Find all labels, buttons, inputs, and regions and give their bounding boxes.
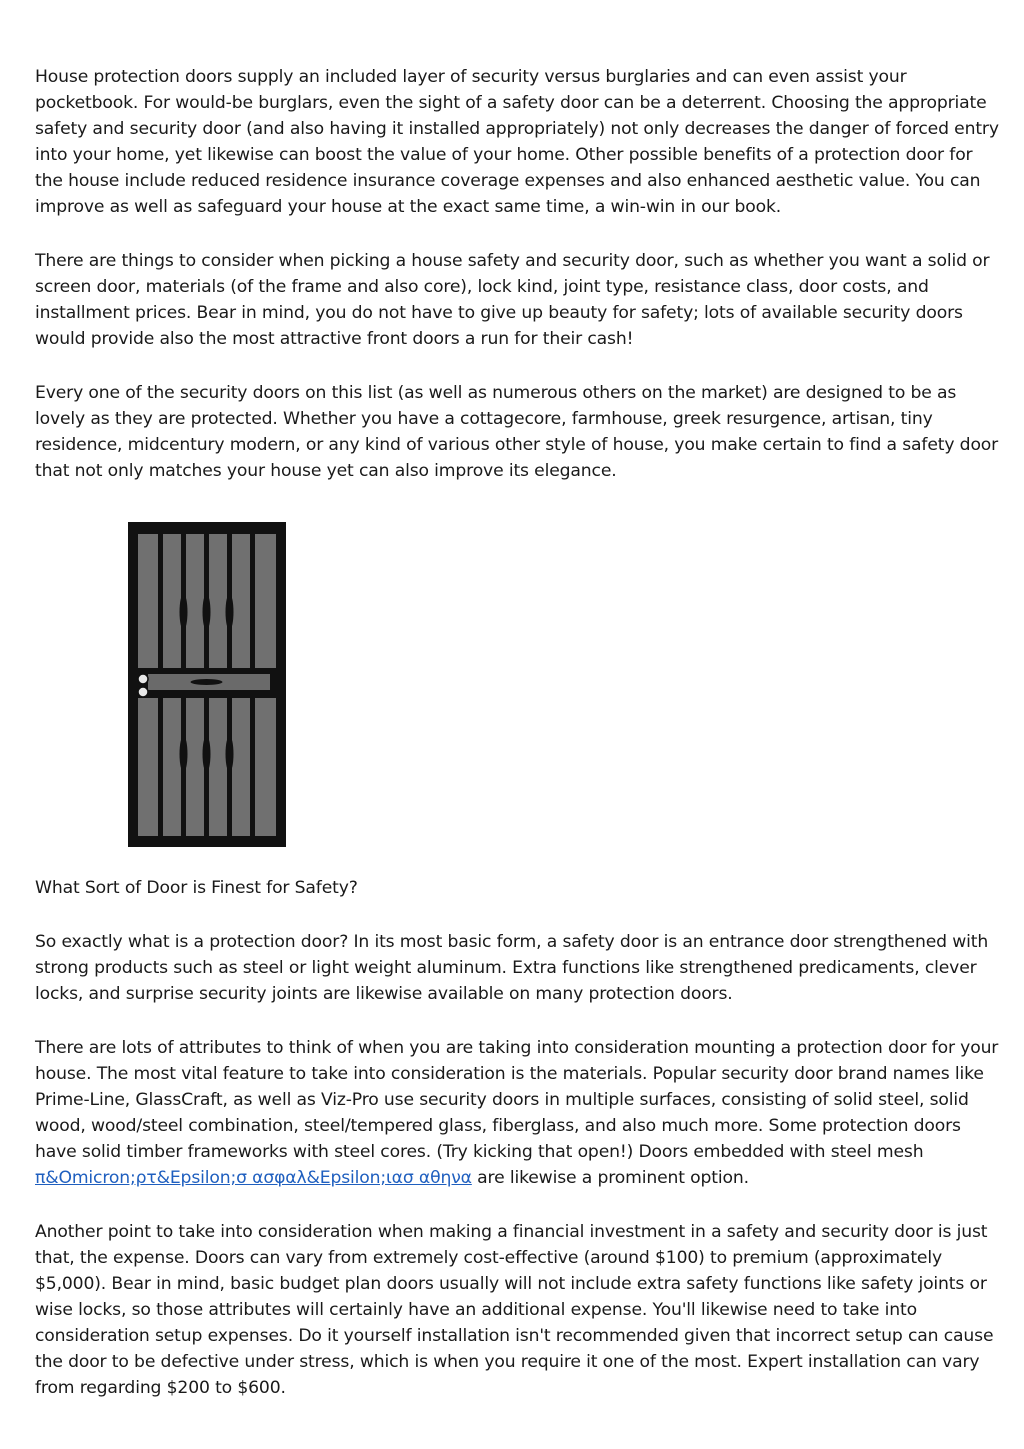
paragraph-materials-tail: are likewise a prominent option. [471, 1168, 749, 1188]
paragraph-intro: House protection doors supply an included layer of security versus burglaries and can even assist your pocketbook. For would-be burglars, even the sight of a safety door can be a deterrent. Choosing the appropriate safety and security door (and also having it installed appropriately) not only decreases the danger of forced entry into your home, yet likewise can boost the value of your home. Other possible benefits of a protection door for the house include reduced residence insurance coverage expenses and also enhanced aesthetic value. You can improve as well as safeguard your house at the exact same time, a win-win in our book. [35, 67, 999, 217]
paragraph-considerations: There are things to consider when picking a house safety and security door, such as whether you want a solid or screen door, materials (of the frame and also core), lock kind, joint type, resistance class, door costs, and installment prices. Bear in mind, you do not have to give up beauty for safety; lots of available security doors would provide also the most attractive front doors a run for their cash! [35, 251, 990, 349]
paragraph-definition: So exactly what is a protection door? In its most basic form, a safety door is an entrance door strengthened with strong products such as steel or light weight aluminum. Extra functions like strengthened predicaments, clever locks, and surprise security joints are likewise available on many protection doors. [35, 932, 989, 1004]
paragraph-styles: Every one of the security doors on this list (as well as numerous others on the market) are designed to be as lovely as they are protected. Whether you have a cottagecore, farmhouse, greek resurgence, artisan, tiny residence, midcentury modern, or any kind of various other style of house, you make certain to find a safety door that not only matches your house yet can also improve its elegance. [35, 383, 999, 481]
external-link[interactable]: π&Omicron;ρτ&Epsilon;σ ασφαλ&Epsilon;ιασ αθηνα [35, 1168, 472, 1188]
paragraph-materials-text: There are lots of attributes to think of when you are taking into consideration mounting a protection door for your house. The most vital feature to take into consideration is the materials. Popular security door brand names like Prime-Line, GlassCraft, as well as Viz-Pro use security doors in multiple surfaces, consisting of solid steel, solid wood, wood/steel combination, steel/tempered glass, fiberglass, and also much more. Some protection doors have solid timber frameworks with steel cores. (Try kicking that open!) Doors embedded with steel mesh [35, 1038, 999, 1162]
section-heading: What Sort of Door is Finest for Safety? [35, 878, 358, 898]
security-door-image [128, 522, 286, 847]
paragraph-materials [35, 1035, 1000, 1191]
paragraph-cost: Another point to take into consideration when making a financial investment in a safety and security door is just that, the expense. Doors can vary from extremely cost-effective (around $100) to premium (approximately $5,000). Bear in mind, basic budget plan doors usually will not include extra safety functions like safety joints or wise locks, so those attributes will certainly have an additional expense. You'll likewise need to take into consideration setup expenses. Do it yourself installation isn't recommended given that incorrect setup can cause the door to be defective under stress, which is when you require it one of the most. Expert installation can vary from regarding $200 to $600. [35, 1222, 994, 1398]
article-body [35, 64, 1000, 1401]
